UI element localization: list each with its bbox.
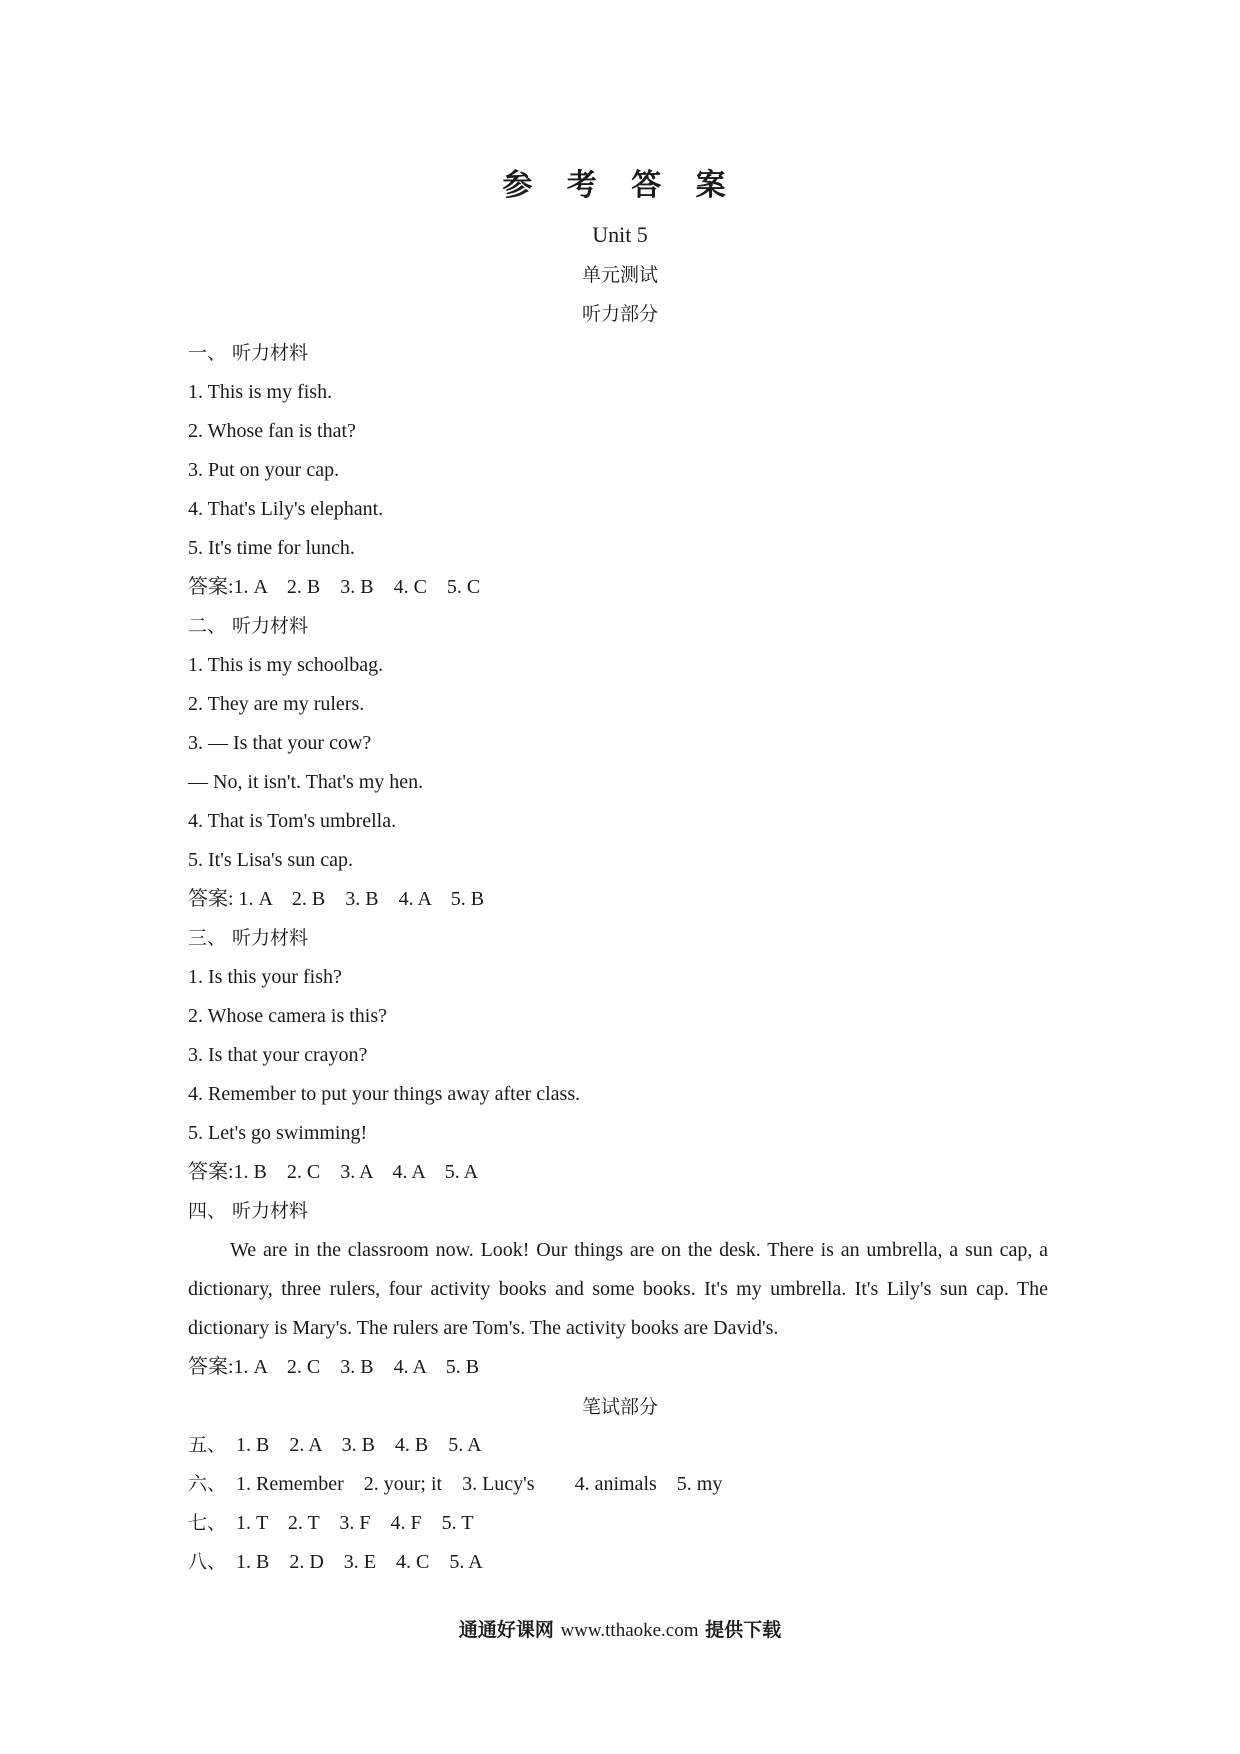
section-3-heading: 三、 听力材料	[188, 927, 309, 949]
listening-heading: 听力部分	[581, 303, 658, 325]
list-item: 5. It's Lisa's sun cap.	[188, 849, 353, 871]
list-item: 4. That's Lily's elephant.	[188, 498, 384, 520]
footer-url[interactable]: www.tthaoke.com	[560, 1620, 699, 1641]
section-2-heading: 二、 听力材料	[188, 615, 309, 637]
row-number: 七、	[188, 1512, 227, 1534]
writing-heading: 笔试部分	[581, 1396, 658, 1418]
list-item: 2. Whose camera is this?	[188, 1005, 388, 1027]
row-number: 六、	[188, 1473, 227, 1495]
row-answers: 1. B 2. A 3. B 4. B 5. A	[236, 1434, 482, 1456]
list-item: 4. Remember to put your things away after class.	[188, 1083, 581, 1105]
section-1-answer: 答案:1. A 2. B 3. B 4. C 5. C	[188, 576, 481, 598]
list-item: 4. That is Tom's umbrella.	[188, 810, 397, 832]
row-number: 八、	[188, 1551, 227, 1573]
test-name: 单元测试	[581, 264, 658, 286]
row-answers: 1. T 2. T 3. F 4. F 5. T	[236, 1512, 474, 1534]
unit-heading: Unit 5	[592, 222, 648, 247]
list-item: 2. They are my rulers.	[188, 693, 365, 715]
row-answers: 1. Remember 2. your; it 3. Lucy's 4. animals 5. my	[236, 1473, 723, 1495]
footer-suffix: 提供下载	[705, 1619, 782, 1641]
section-2-answer: 答案: 1. A 2. B 3. B 4. A 5. B	[188, 888, 485, 910]
list-item: 5. It's time for lunch.	[188, 537, 355, 559]
row-number: 五、	[188, 1434, 227, 1456]
list-item: 1. This is my schoolbag.	[188, 654, 384, 676]
list-item: 3. Is that your crayon?	[188, 1044, 368, 1066]
footer-site: 通通好课网	[458, 1619, 554, 1641]
list-item: 3. — Is that your cow?	[188, 732, 372, 754]
section-4-heading: 四、 听力材料	[188, 1200, 309, 1222]
section-4-passage: We are in the classroom now. Look! Our things are on the desk. There is an umbrella, a sun cap, a dictionary, three rulers, four activity books and some books. It's my umbrella. It's Lily's sun cap. The dictionary is Mary's. The rulers are Tom's. The activity books are David's.	[188, 1239, 1048, 1339]
section-1-heading: 一、 听力材料	[188, 342, 309, 364]
written-answer-row	[188, 1509, 473, 1537]
section-4-answer: 答案:1. A 2. C 3. B 4. A 5. B	[188, 1356, 480, 1378]
written-answer-row	[188, 1431, 482, 1459]
section-3-answer: 答案:1. B 2. C 3. A 4. A 5. A	[188, 1161, 479, 1183]
written-answer-row	[188, 1548, 483, 1576]
list-item: 1. Is this your fish?	[188, 966, 342, 988]
row-answers: 1. B 2. D 3. E 4. C 5. A	[236, 1551, 483, 1573]
page-title: 参 考 答 案	[502, 168, 738, 203]
list-item: 5. Let's go swimming!	[188, 1122, 368, 1144]
list-item: 1. This is my fish.	[188, 381, 333, 403]
list-item: 3. Put on your cap.	[188, 459, 340, 481]
list-item: — No, it isn't. That's my hen.	[188, 771, 424, 793]
list-item: 2. Whose fan is that?	[188, 420, 356, 442]
written-answer-row	[188, 1470, 722, 1498]
footer	[0, 1615, 1240, 1642]
